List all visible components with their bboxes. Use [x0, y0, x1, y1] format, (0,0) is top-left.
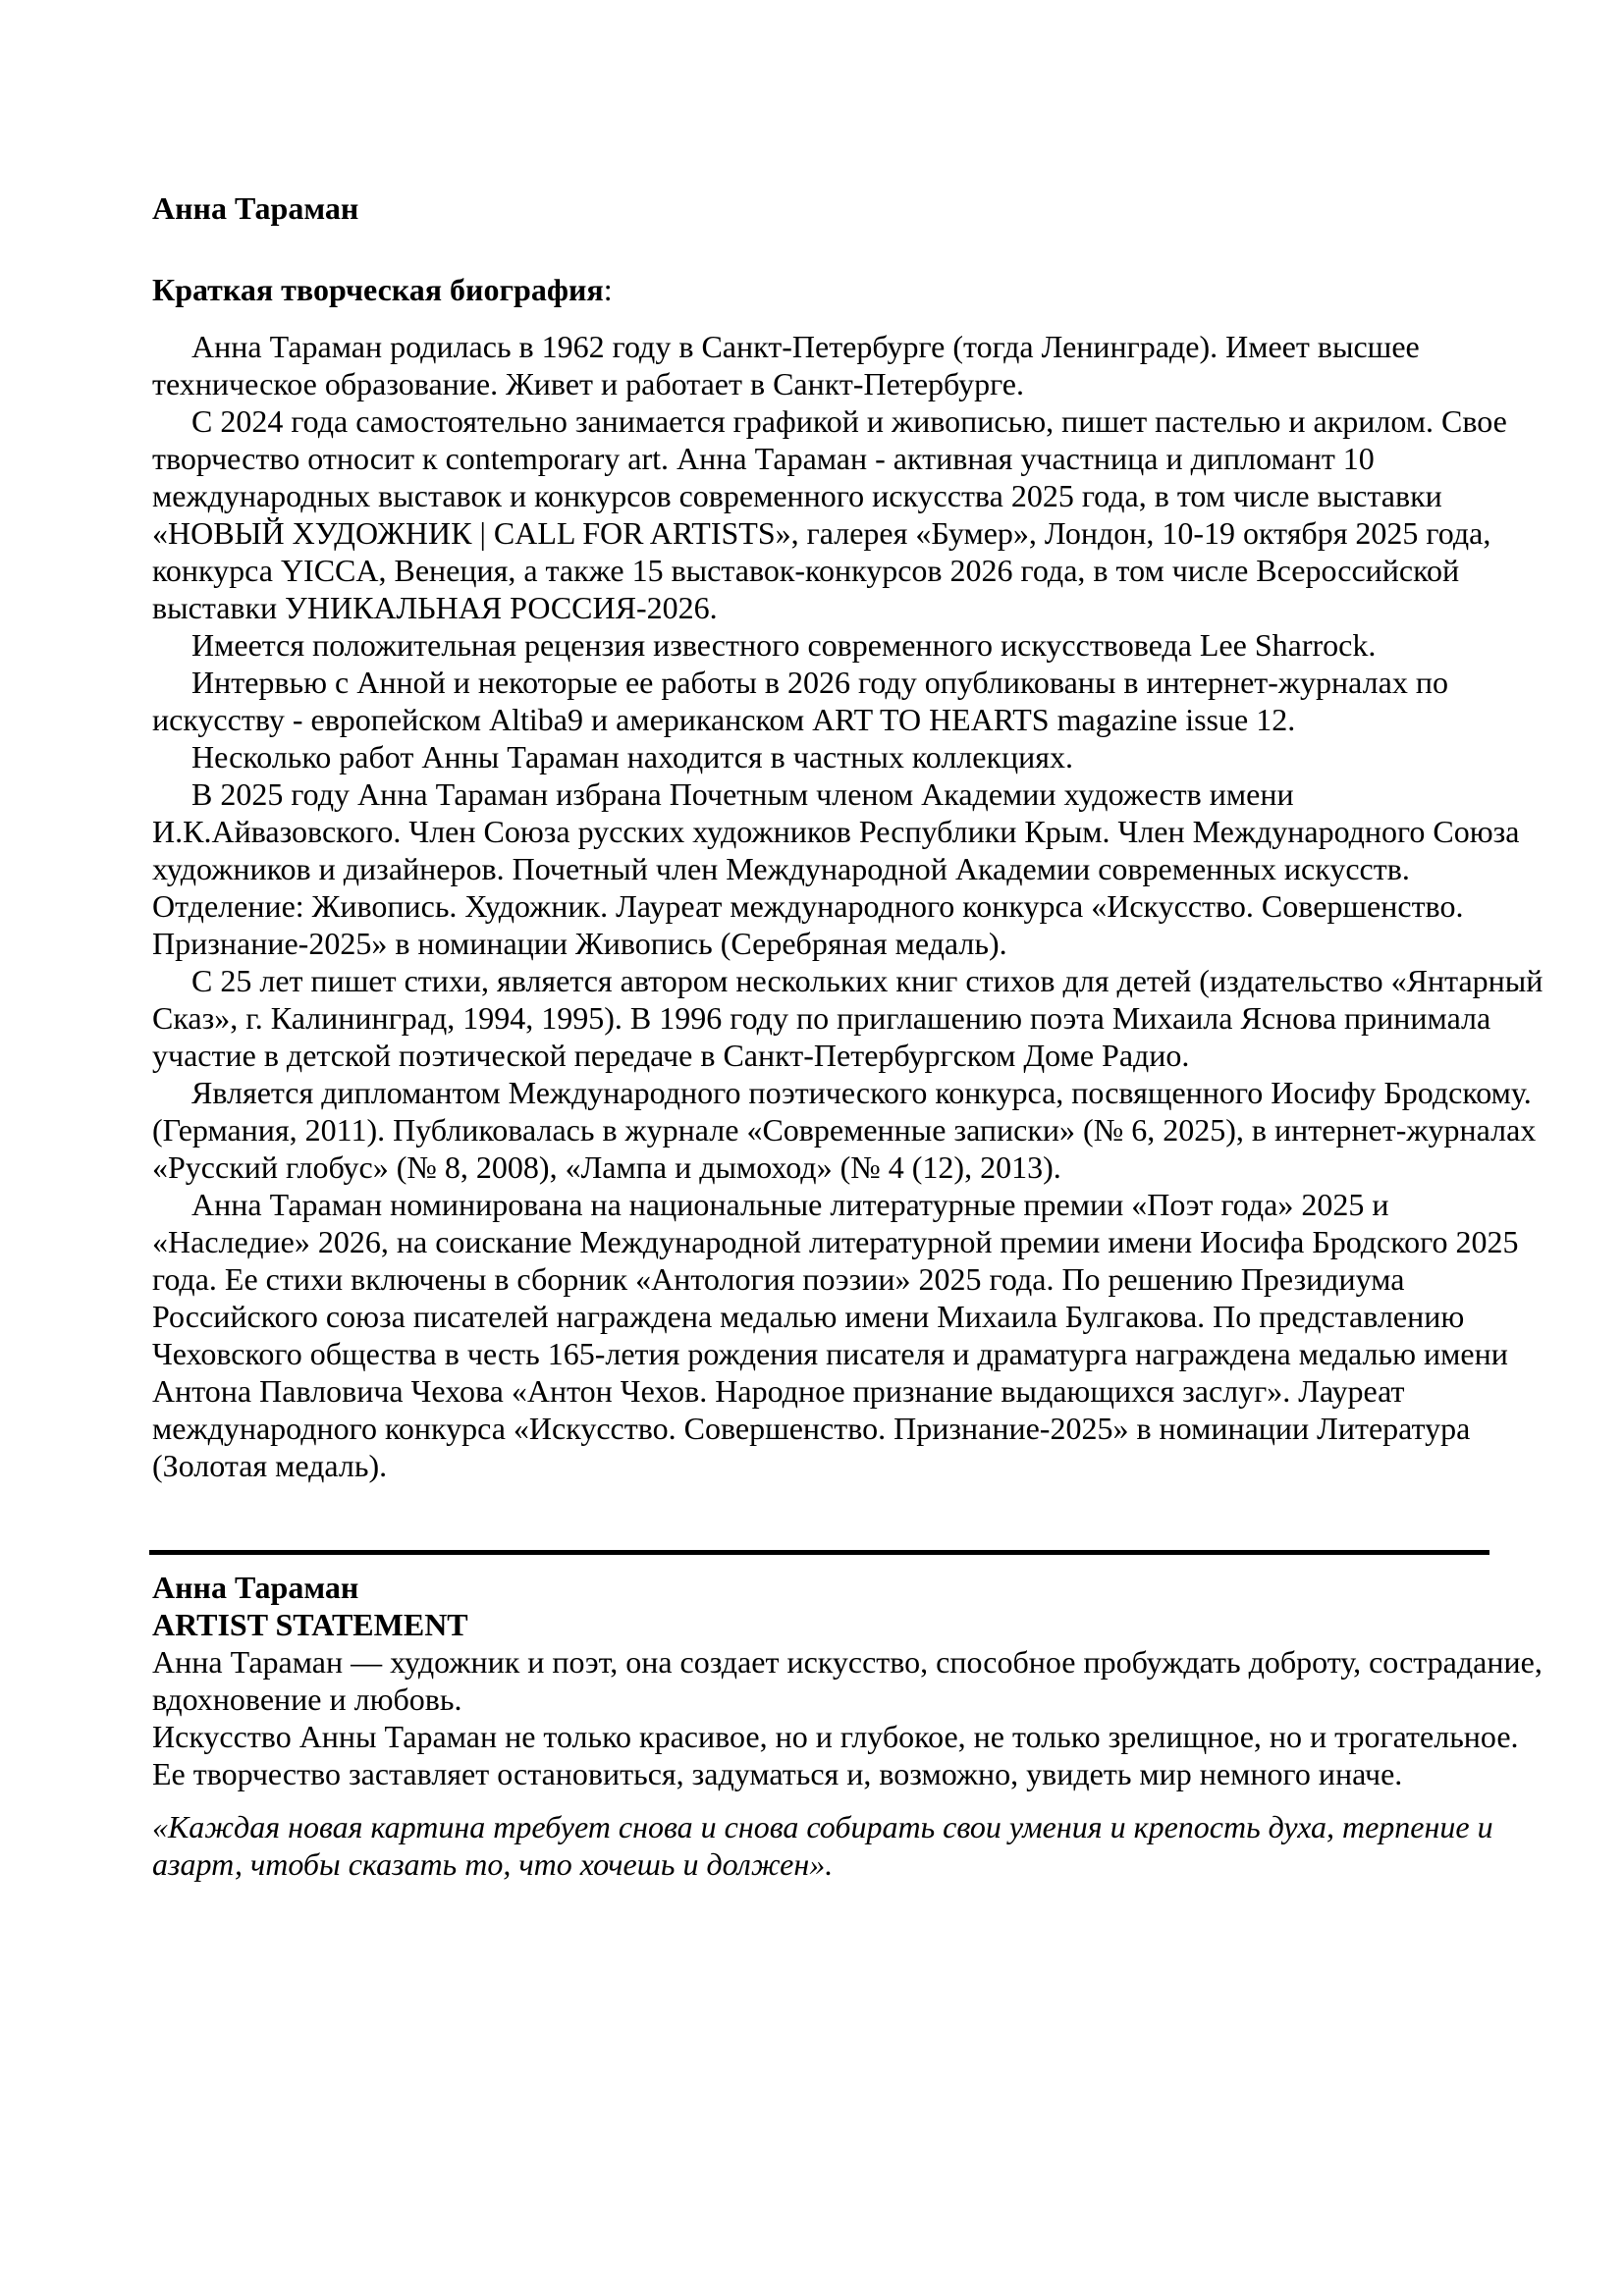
statement-quote: «Каждая новая картина требует снова и снова собирать свои умения и крепость духа, терпение и азарт, чтобы сказать то, что хочешь и должен».: [152, 1809, 1493, 1882]
bio-paragraph: Анна Тараман родилась в 1962 году в Санкт-Петербурге (тогда Ленинграде). Имеет высшее техническое образование. Живет и работает в Санкт-Петербурге.: [152, 329, 1420, 401]
bio-heading-colon: :: [603, 272, 613, 307]
bio-paragraph: Несколько работ Анны Тараман находится в частных коллекциях.: [191, 739, 1073, 774]
statement-heading: ARTIST STATEMENT: [152, 1607, 468, 1642]
bio-paragraph: Имеется положительная рецензия известного современного искусствоведа Lee Sharrock.: [191, 627, 1377, 663]
section-divider: [149, 1550, 1489, 1555]
author-heading: Анна Тараман: [152, 190, 359, 226]
bio-paragraph: С 2024 года самостоятельно занимается графикой и живописью, пишет пастелью и акрилом. Свое творчество относит к contemporary art. Анна Тараман - активная участница и дипломант 10 международных выставок и конкурсов современного искусства 2025 года, в том числе выставки «НОВЫЙ ХУДОЖНИК | CALL FOR ARTISTS», галерея «Бумер», Лондон, 10-19 октября 2025 года, конкурса YICCA, Венеция, а также 15 выставок-конкурсов 2026 года, в том числе Всероссийской выставки УНИКАЛЬНАЯ РОССИЯ-2026.: [152, 403, 1507, 625]
bio-paragraph: Анна Тараман номинирована на национальные литературные премии «Поэт года» 2025 и «Наследие» 2026, на соискание Международной литературной премии имени Иосифа Бродского 2025 года. Ее стихи включены в сборник «Антология поэзии» 2025 года. По решению Президиума Российского союза писателей награждена медалью имени Михаила Булгакова. По представлению Чеховского общества в честь 165-летия рождения писателя и драматурга награждена медалью имени Антона Павловича Чехова «Антон Чехов. Народное признание выдающихся заслуг». Лауреат международного конкурса «Искусство. Совершенство. Признание-2025» в номинации Литература (Золотая медаль).: [152, 1187, 1519, 1483]
bio-heading-text: Краткая творческая биография: [152, 272, 604, 307]
bio-paragraph: Является дипломантом Международного поэтического конкурса, посвященного Иосифу Бродскому. (Германия, 2011). Публиковалась в журнале «Современные записки» (№ 6, 2025), в интернет-журналах «Русский глобус» (№ 8, 2008), «Лампа и дымоход» (№ 4 (12), 2013).: [152, 1075, 1537, 1185]
bio-section: [152, 328, 1546, 1484]
statement-author-heading: Анна Тараман: [152, 1570, 359, 1605]
bio-section-heading: [152, 271, 1546, 308]
statement-paragraph: Искусство Анны Тараман не только красивое, но и глубокое, не только зрелищное, но и трогательное. Ее творчество заставляет остановиться, задуматься и, возможно, увидеть мир немного иначе.: [152, 1719, 1519, 1791]
artist-statement-section: [152, 1569, 1546, 1883]
statement-paragraph: Анна Тараман — художник и поэт, она создает искусство, способное пробуждать доброту, сострадание, вдохновение и любовь.: [152, 1644, 1543, 1717]
bio-paragraph: С 25 лет пишет стихи, является автором нескольких книг стихов для детей (издательство «Янтарный Сказ», г. Калининград, 1994, 1995). В 1996 году по приглашению поэта Михаила Яснова принимала участие в детской поэтической передаче в Санкт-Петербургском Доме Радио.: [152, 963, 1543, 1073]
bio-paragraph: В 2025 году Анна Тараман избрана Почетным членом Академии художеств имени И.К.Айвазовского. Член Союза русских художников Республики Крым. Член Международного Союза художников и дизайнеров. Почетный член Международной Академии современных искусств. Отделение: Живопись. Художник. Лауреат международного конкурса «Искусство. Совершенство. Признание-2025» в номинации Живопись (Серебряная медаль).: [152, 776, 1520, 961]
bio-paragraph: Интервью с Анной и некоторые ее работы в 2026 году опубликованы в интернет-журналах по искусству - европейском Altiba9 и американском ART TO HEARTS magazine issue 12.: [152, 665, 1448, 737]
